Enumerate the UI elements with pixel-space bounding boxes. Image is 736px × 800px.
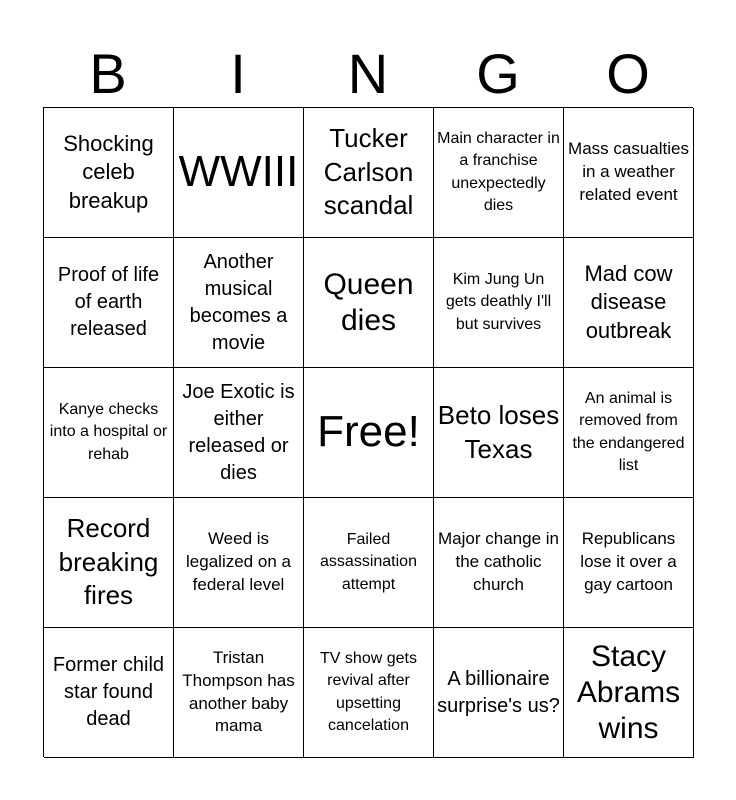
bingo-cell-r5-c2[interactable]: Tristan Thompson has another baby mama [174,628,304,758]
bingo-cell-r3-c5[interactable]: An animal is removed from the endangered list [564,368,694,498]
header-letter-b: B [89,42,127,105]
bingo-cell-r1-c1[interactable]: Shocking celeb breakup [44,108,174,238]
bingo-cell-r2-c4[interactable]: Kim Jung Un gets deathly I'll but survives [434,238,564,368]
bingo-cell-r4-c3[interactable]: Failed assassination attempt [304,498,434,628]
header-letter-n: N [347,42,389,105]
bingo-cell-r1-c2[interactable]: WWIII [174,108,304,238]
bingo-cell-r4-c4[interactable]: Major change in the catholic church [434,498,564,628]
bingo-cell-r3-c1[interactable]: Kanye checks into a hospital or rehab [44,368,174,498]
bingo-cell-r5-c1[interactable]: Former child star found dead [44,628,174,758]
bingo-cell-r4-c1[interactable]: Record breaking fires [44,498,174,628]
bingo-cell-r1-c4[interactable]: Main character in a franchise unexpectedly dies [434,108,564,238]
bingo-grid [43,107,693,757]
bingo-cell-r3-c2[interactable]: Joe Exotic is either released or dies [174,368,304,498]
header-letter-i: I [230,42,246,105]
bingo-header [43,40,693,108]
bingo-cell-r1-c5[interactable]: Mass casualties in a weather related event [564,108,694,238]
header-letter-o: O [606,42,650,105]
bingo-cell-r2-c3[interactable]: Queen dies [304,238,434,368]
bingo-cell-r4-c5[interactable]: Republicans lose it over a gay cartoon [564,498,694,628]
bingo-cell-r5-c4[interactable]: A billionaire surprise's us? [434,628,564,758]
bingo-cell-r3-c4[interactable]: Beto loses Texas [434,368,564,498]
bingo-cell-r2-c2[interactable]: Another musical becomes a movie [174,238,304,368]
bingo-cell-r1-c3[interactable]: Tucker Carlson scandal [304,108,434,238]
bingo-cell-r4-c2[interactable]: Weed is legalized on a federal level [174,498,304,628]
bingo-cell-r5-c3[interactable]: TV show gets revival after upsetting cancelation [304,628,434,758]
bingo-cell-r2-c1[interactable]: Proof of life of earth released [44,238,174,368]
header-letter-g: G [476,42,520,105]
bingo-cell-r5-c5[interactable]: Stacy Abrams wins [564,628,694,758]
bingo-cell-r2-c5[interactable]: Mad cow disease outbreak [564,238,694,368]
bingo-cell-r3-c3-free[interactable]: Free! [304,368,434,498]
